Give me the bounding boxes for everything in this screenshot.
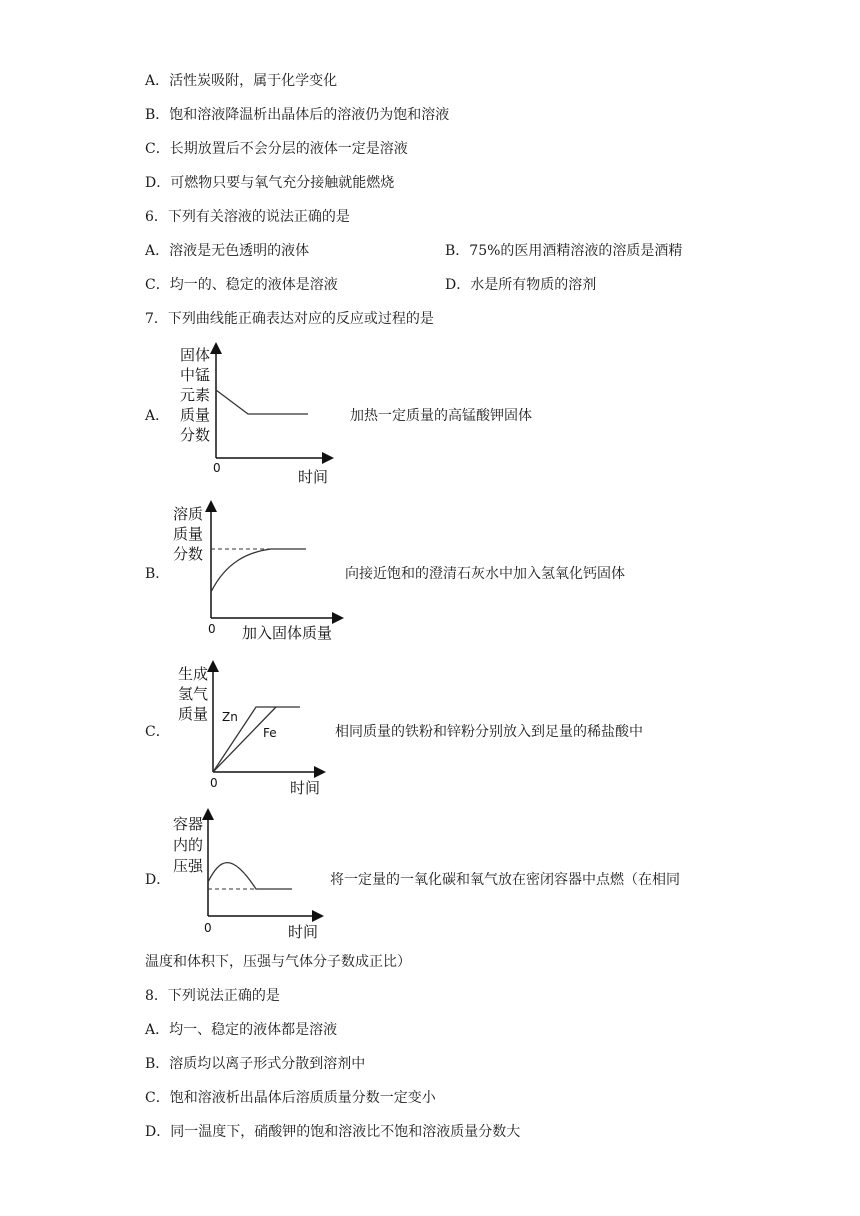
q7-option-b-desc: 向接近饱和的澄清石灰水中加入氢氧化钙固体 (345, 566, 625, 582)
y-label-line-3: 质量 (178, 705, 209, 723)
y-label-line-2: 中锰 (180, 366, 211, 384)
q7-option-a-label: A． (145, 408, 170, 424)
y-label-line-1: 溶质 (173, 505, 204, 523)
q7-graph-d (168, 808, 328, 943)
x-label: 时间 (290, 779, 321, 797)
q6-option-a: A．溶液是无色透明的液体 (145, 243, 310, 259)
q7-option-d-desc-cont: 温度和体积下，压强与气体分子数成正比） (145, 954, 411, 970)
y-label-line-1: 生成 (178, 665, 209, 683)
q6-option-b: B．75%的医用酒精溶液的溶质是酒精 (445, 243, 683, 259)
curve-a (216, 390, 308, 414)
x-label: 时间 (288, 923, 319, 941)
q7-option-c-desc: 相同质量的铁粉和锌粉分别放入到足量的稀盐酸中 (335, 724, 643, 740)
q5-option-a: A．活性炭吸附，属于化学变化 (145, 73, 338, 89)
q7-stem: 7．下列曲线能正确表达对应的反应或过程的是 (145, 311, 434, 327)
x-label: 时间 (298, 468, 329, 486)
q7-graph-b (168, 500, 348, 645)
q7-option-d-desc: 将一定量的一氧化碳和氧气放在密闭容器中点燃（在相同 (330, 872, 680, 888)
y-label-line-4: 质量 (180, 406, 211, 424)
q7-option-d-label: D． (145, 872, 171, 888)
y-label-line-1: 固体 (180, 346, 211, 364)
y-label-line-3: 压强 (173, 857, 204, 875)
q5-option-c: C．长期放置后不会分层的液体一定是溶液 (145, 141, 408, 157)
y-label-line-1: 容器 (173, 815, 204, 833)
curve-b (211, 549, 306, 592)
y-label-line-3: 分数 (173, 545, 204, 563)
origin-label: 0 (208, 622, 216, 636)
q7-option-c-label: C． (145, 724, 170, 740)
q8-option-c: C．饱和溶液析出晶体后溶质质量分数一定变小 (145, 1090, 436, 1106)
y-label-line-5: 分数 (180, 426, 211, 444)
q7-graph-a (170, 340, 340, 488)
y-label-line-3: 元素 (180, 386, 211, 404)
q7-graph-c (170, 660, 330, 800)
q7-option-b-label: B． (145, 566, 170, 582)
q5-option-d: D．可燃物只要与氧气充分接触就能燃烧 (145, 175, 395, 191)
x-label: 加入固体质量 (242, 624, 333, 642)
q5-option-b: B．饱和溶液降温析出晶体后的溶液仍为饱和溶液 (145, 107, 450, 123)
series-label-zn: Zn (222, 710, 238, 724)
origin-label: 0 (213, 461, 221, 475)
q8-stem: 8．下列说法正确的是 (145, 988, 280, 1004)
y-label-line-2: 内的 (173, 836, 204, 854)
q6-option-d: D．水是所有物质的溶剂 (445, 277, 597, 293)
q8-option-d: D．同一温度下，硝酸钾的饱和溶液比不饱和溶液质量分数大 (145, 1124, 521, 1140)
q8-option-b: B．溶质均以离子形式分散到溶剂中 (145, 1056, 366, 1072)
y-label-line-2: 氢气 (178, 685, 209, 703)
origin-label: 0 (204, 921, 212, 935)
q8-option-a: A．均一、稳定的液体都是溶液 (145, 1022, 338, 1038)
y-label-line-2: 质量 (173, 525, 204, 543)
origin-label: 0 (210, 776, 218, 790)
q7-option-a-desc: 加热一定质量的高锰酸钾固体 (350, 408, 532, 424)
curve-d (208, 863, 292, 889)
q6-option-c: C．均一的、稳定的液体是溶液 (145, 277, 338, 293)
q6-stem: 6．下列有关溶液的说法正确的是 (145, 209, 350, 225)
series-label-fe: Fe (263, 726, 277, 740)
